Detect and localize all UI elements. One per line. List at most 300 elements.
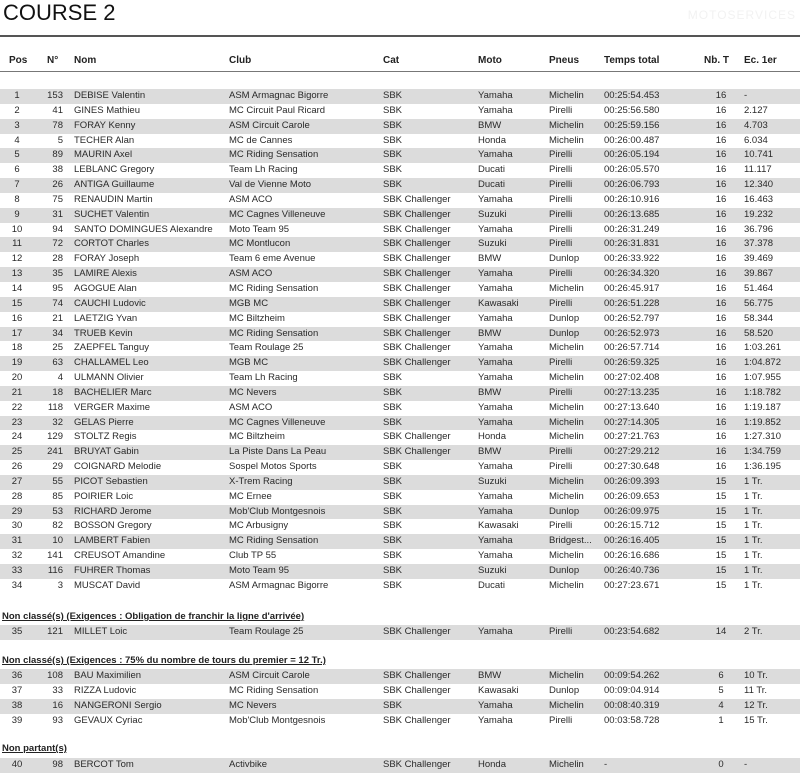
table-row [0, 534, 800, 549]
cell-nbt: 16 [715, 134, 727, 146]
cell-num: 121 [47, 626, 63, 637]
table-row [0, 104, 800, 119]
cell-num: 55 [52, 475, 63, 487]
cell-pneus: Michelin [549, 759, 584, 770]
classified-results-table [0, 89, 800, 594]
cell-nbt: 15 [715, 579, 727, 591]
cell-moto: BMW [478, 386, 502, 398]
cell-temps: 00:26:09.975 [604, 505, 660, 517]
cell-moto: Honda [478, 431, 506, 443]
section-title-insufficient-laps: Non classé(s) (Exigences : 75% du nombre de tours du premier = 12 Tr.) [2, 655, 326, 666]
cell-nom: LAMIRE Alexis [74, 268, 137, 280]
cell-pos: 29 [11, 505, 23, 517]
cell-temps: 00:26:57.714 [604, 342, 660, 354]
cell-club: MGB MC [229, 297, 269, 309]
cell-pneus: Michelin [549, 416, 584, 428]
cell-cat: SBK [383, 401, 403, 413]
cell-moto: Ducati [478, 579, 505, 591]
cell-pos: 37 [11, 684, 23, 696]
cell-cat: SBK Challenger [383, 327, 451, 339]
cell-club: MC Riding Sensation [229, 327, 319, 339]
cell-num: 118 [47, 401, 63, 413]
cell-club: Activbike [229, 759, 268, 770]
col-header-nom: Nom [74, 55, 97, 66]
cell-club: MC Cagnes Villeneuve [229, 416, 326, 428]
cell-moto: Suzuki [478, 238, 507, 250]
cell-pos: 12 [11, 253, 23, 265]
cell-temps: 00:27:13.640 [604, 401, 660, 413]
cell-moto: Yamaha [478, 416, 513, 428]
cell-moto: Suzuki [478, 565, 507, 576]
cell-pos: 24 [11, 431, 23, 443]
cell-club: MC Nevers [229, 699, 277, 711]
cell-pneus: Michelin [549, 579, 584, 591]
non-starters-table [0, 758, 800, 773]
cell-moto: Suzuki [478, 475, 507, 487]
cell-nom: AGOGUE Alan [74, 282, 137, 294]
cell-club: ASM Armagnac Bigorre [229, 579, 329, 591]
cell-nbt: 15 [715, 565, 727, 576]
table-row [0, 356, 800, 371]
cell-num: 116 [47, 565, 63, 576]
cell-moto: Ducati [478, 179, 505, 191]
table-row [0, 490, 800, 505]
cell-cat: SBK [383, 179, 403, 191]
table-row [0, 148, 800, 163]
cell-club: MC Nevers [229, 386, 277, 398]
cell-temps: 00:09:04.914 [604, 684, 660, 696]
cell-nom: PICOT Sebastien [74, 475, 148, 487]
cell-nbt: 16 [715, 446, 727, 458]
cell-ec: 36.796 [744, 223, 774, 235]
cell-pneus: Michelin [549, 431, 584, 443]
cell-ec: 1:27.310 [744, 431, 781, 443]
cell-nbt: 16 [715, 342, 727, 354]
cell-nom: CHALLAMEL Leo [74, 357, 149, 369]
cell-pos: 27 [11, 475, 23, 487]
cell-moto: Yamaha [478, 149, 513, 161]
cell-pos: 23 [11, 416, 23, 428]
cell-nom: FORAY Joseph [74, 253, 140, 265]
cell-moto: Yamaha [478, 342, 513, 354]
cell-num: 108 [47, 670, 63, 681]
cell-cat: SBK [383, 505, 403, 517]
cell-temps: 00:26:05.570 [604, 164, 660, 176]
cell-cat: SBK Challenger [383, 446, 451, 458]
cell-pneus: Michelin [549, 90, 584, 101]
cell-cat: SBK [383, 461, 403, 473]
cell-num: 10 [52, 535, 63, 547]
cell-nom: RIZZA Ludovic [74, 684, 137, 696]
col-header-club: Club [229, 55, 252, 66]
cell-nbt: 16 [715, 327, 727, 339]
cell-nbt: 16 [715, 312, 727, 324]
cell-temps: 00:27:13.235 [604, 386, 660, 398]
cell-nom: BRUYAT Gabin [74, 446, 139, 458]
cell-num: 31 [52, 208, 63, 220]
cell-club: Team Lh Racing [229, 372, 298, 384]
cell-cat: SBK Challenger [383, 357, 451, 369]
cell-cat: SBK Challenger [383, 268, 451, 280]
cell-pos: 34 [11, 579, 23, 591]
cell-temps: 00:26:16.686 [604, 550, 660, 562]
cell-temps: 00:26:31.249 [604, 223, 660, 235]
title-divider [0, 35, 800, 37]
cell-num: 94 [52, 223, 63, 235]
cell-nbt: 16 [715, 238, 727, 250]
cell-num: 25 [52, 342, 63, 354]
cell-ec: 4.703 [744, 119, 768, 131]
cell-cat: SBK Challenger [383, 684, 451, 696]
cell-cat: SBK Challenger [383, 431, 451, 443]
cell-nom: FORAY Kenny [74, 119, 136, 131]
cell-ec: 1 Tr. [744, 520, 763, 532]
table-row [0, 669, 800, 684]
cell-temps: 00:26:05.194 [604, 149, 660, 161]
col-header-temps: Temps total [604, 55, 660, 66]
cell-ec: 11 Tr. [744, 684, 768, 696]
cell-num: 85 [52, 490, 63, 502]
cell-temps: 00:26:45.917 [604, 282, 660, 294]
cell-num: 93 [52, 714, 63, 726]
table-row [0, 386, 800, 401]
cell-pos: 30 [11, 520, 23, 532]
cell-ec: - [744, 90, 748, 101]
cell-pos: 33 [11, 565, 23, 576]
col-header-ec: Ec. 1er [744, 55, 777, 66]
cell-ec: 10 Tr. [744, 670, 768, 681]
cell-cat: SBK [383, 372, 403, 384]
cell-club: Club TP 55 [229, 550, 277, 562]
cell-pos: 6 [14, 164, 20, 176]
cell-pos: 28 [11, 490, 23, 502]
cell-club: Moto Team 95 [229, 223, 290, 235]
cell-club: Val de Vienne Moto [229, 179, 312, 191]
cell-nom: RICHARD Jerome [74, 505, 152, 517]
cell-cat: SBK [383, 550, 403, 562]
cell-num: 32 [52, 416, 63, 428]
cell-club: MC de Cannes [229, 134, 293, 146]
cell-cat: SBK Challenger [383, 312, 451, 324]
cell-ec: 10.741 [744, 149, 774, 161]
cell-temps: 00:26:34.320 [604, 268, 660, 280]
cell-pos: 7 [14, 179, 20, 191]
cell-temps: 00:27:29.212 [604, 446, 660, 458]
cell-nom: MILLET Loic [74, 626, 128, 637]
cell-pneus: Michelin [549, 699, 584, 711]
cell-nbt: 16 [715, 297, 727, 309]
table-row [0, 237, 800, 252]
cell-nom: LEBLANC Gregory [74, 164, 155, 176]
cell-moto: BMW [478, 327, 502, 339]
cell-pneus: Michelin [549, 670, 584, 681]
cell-pos: 39 [11, 714, 23, 726]
table-row [0, 312, 800, 327]
cell-num: 28 [52, 253, 63, 265]
cell-pos: 31 [11, 535, 23, 547]
cell-ec: 1:03.261 [744, 342, 781, 354]
cell-pos: 2 [14, 104, 20, 116]
cell-nbt: 16 [715, 164, 727, 176]
cell-club: Sospel Motos Sports [229, 461, 317, 473]
cell-club: Moto Team 95 [229, 565, 290, 576]
cell-temps: 00:26:06.793 [604, 179, 660, 191]
cell-pos: 19 [11, 357, 23, 369]
cell-pos: 3 [14, 119, 20, 131]
table-row [0, 625, 800, 640]
cell-ec: 58.520 [744, 327, 774, 339]
cell-moto: Ducati [478, 164, 505, 176]
cell-ec: 1 Tr. [744, 565, 763, 576]
cell-temps: 00:26:59.325 [604, 357, 660, 369]
cell-num: 3 [57, 579, 63, 591]
cell-cat: SBK Challenger [383, 208, 451, 220]
cell-moto: Yamaha [478, 104, 513, 116]
table-row [0, 267, 800, 282]
cell-moto: Kawasaki [478, 684, 519, 696]
cell-temps: 00:26:10.916 [604, 193, 660, 205]
cell-nbt: 6 [718, 670, 724, 681]
cell-nom: BERCOT Tom [74, 759, 134, 770]
cell-ec: 2.127 [744, 104, 768, 116]
cell-moto: Yamaha [478, 357, 513, 369]
cell-club: MGB MC [229, 357, 269, 369]
cell-cat: SBK Challenger [383, 759, 451, 770]
cell-moto: Honda [478, 134, 506, 146]
cell-pneus: Dunlop [549, 684, 580, 696]
table-row [0, 460, 800, 475]
cell-nbt: 16 [715, 179, 727, 191]
cell-pneus: Dunlop [549, 327, 580, 339]
cell-nom: RENAUDIN Martin [74, 193, 153, 205]
cell-club: ASM ACO [229, 401, 273, 413]
cell-club: MC Cagnes Villeneuve [229, 208, 326, 220]
table-row [0, 699, 800, 714]
table-row [0, 119, 800, 134]
cell-temps: 00:08:40.319 [604, 699, 660, 711]
cell-club: MC Biltzheim [229, 312, 285, 324]
cell-moto: Yamaha [478, 490, 513, 502]
cell-nbt: 15 [715, 475, 727, 487]
cell-num: 72 [52, 238, 63, 250]
cell-nom: BACHELIER Marc [74, 386, 152, 398]
cell-nom: MAURIN Axel [74, 149, 133, 161]
table-row [0, 282, 800, 297]
cell-club: ASM Circuit Carole [229, 119, 310, 131]
cell-temps: 00:03:58.728 [604, 714, 660, 726]
cell-temps: 00:25:59.156 [604, 119, 660, 131]
cell-moto: Yamaha [478, 282, 513, 294]
cell-pneus: Dunlop [549, 253, 580, 265]
cell-ec: 39.469 [744, 253, 774, 265]
cell-num: 21 [52, 312, 63, 324]
cell-pneus: Pirelli [549, 446, 573, 458]
cell-moto: BMW [478, 119, 502, 131]
table-row [0, 684, 800, 699]
cell-num: 78 [52, 119, 63, 131]
cell-pneus: Michelin [549, 550, 584, 562]
cell-num: 4 [57, 372, 63, 384]
cell-cat: SBK [383, 520, 403, 532]
cell-nom: TECHER Alan [74, 134, 135, 146]
table-row [0, 134, 800, 149]
cell-cat: SBK [383, 475, 403, 487]
cell-nbt: 15 [715, 535, 727, 547]
table-row [0, 327, 800, 342]
cell-moto: Yamaha [478, 90, 513, 101]
cell-nbt: 15 [715, 490, 727, 502]
cell-pneus: Pirelli [549, 626, 573, 637]
cell-temps: 00:26:51.228 [604, 297, 660, 309]
cell-temps: 00:27:21.763 [604, 431, 660, 443]
cell-cat: SBK [383, 565, 403, 576]
table-row [0, 89, 800, 104]
table-row [0, 549, 800, 564]
cell-nom: SANTO DOMINGUES Alexandre [74, 223, 213, 235]
cell-num: 153 [47, 90, 63, 101]
cell-pos: 5 [14, 149, 20, 161]
cell-moto: Yamaha [478, 461, 513, 473]
cell-cat: SBK [383, 386, 403, 398]
cell-club: ASM ACO [229, 268, 273, 280]
cell-club: Team Roulage 25 [229, 626, 304, 637]
cell-cat: SBK [383, 134, 403, 146]
cell-nbt: 16 [715, 149, 727, 161]
col-header-moto: Moto [478, 55, 502, 66]
cell-pneus: Michelin [549, 282, 584, 294]
cell-cat: SBK [383, 164, 403, 176]
cell-pneus: Pirelli [549, 208, 573, 220]
table-row [0, 297, 800, 312]
cell-moto: BMW [478, 670, 502, 681]
cell-pneus: Pirelli [549, 238, 573, 250]
cell-num: 34 [52, 327, 63, 339]
cell-pneus: Pirelli [549, 357, 573, 369]
cell-club: MC Riding Sensation [229, 535, 319, 547]
table-header [0, 55, 800, 69]
cell-ec: 12.340 [744, 179, 774, 191]
cell-club: MC Ernee [229, 490, 272, 502]
cell-pneus: Pirelli [549, 268, 573, 280]
cell-nbt: 16 [715, 253, 727, 265]
cell-temps: 00:26:31.831 [604, 238, 660, 250]
cell-num: 53 [52, 505, 63, 517]
cell-nbt: 15 [715, 550, 727, 562]
cell-pos: 18 [11, 342, 23, 354]
cell-nbt: 16 [715, 193, 727, 205]
cell-ec: 19.232 [744, 208, 774, 220]
cell-ec: 1:19.852 [744, 416, 781, 428]
cell-nom: ANTIGA Guillaume [74, 179, 155, 191]
cell-club: MC Riding Sensation [229, 282, 319, 294]
cell-pneus: Pirelli [549, 193, 573, 205]
cell-ec: 15 Tr. [744, 714, 768, 726]
cell-pos: 26 [11, 461, 23, 473]
cell-cat: SBK [383, 490, 403, 502]
cell-cat: SBK Challenger [383, 670, 451, 681]
cell-cat: SBK Challenger [383, 193, 451, 205]
cell-temps: 00:27:30.648 [604, 461, 660, 473]
col-header-pneus: Pneus [549, 55, 580, 66]
cell-moto: Kawasaki [478, 297, 519, 309]
table-row [0, 564, 800, 579]
cell-pneus: Michelin [549, 342, 584, 354]
cell-pos: 9 [14, 208, 20, 220]
cell-cat: SBK Challenger [383, 282, 451, 294]
cell-ec: 12 Tr. [744, 699, 768, 711]
cell-num: 33 [52, 684, 63, 696]
cell-temps: 00:27:23.671 [604, 579, 660, 591]
cell-num: 26 [52, 179, 63, 191]
cell-ec: 1:18.782 [744, 386, 781, 398]
cell-pneus: Michelin [549, 475, 584, 487]
cell-nom: POIRIER Loic [74, 490, 134, 502]
cell-temps: 00:27:02.408 [604, 372, 660, 384]
col-header-pos: Pos [9, 55, 28, 66]
cell-temps: 00:27:14.305 [604, 416, 660, 428]
cell-ec: 39.867 [744, 268, 774, 280]
cell-ec: 6.034 [744, 134, 768, 146]
cell-temps: 00:26:16.405 [604, 535, 660, 547]
cell-temps: 00:26:52.973 [604, 327, 660, 339]
cell-cat: SBK Challenger [383, 297, 451, 309]
cell-pos: 40 [11, 759, 23, 770]
table-row [0, 519, 800, 534]
cell-club: MC Riding Sensation [229, 684, 319, 696]
cell-pos: 25 [11, 446, 23, 458]
cell-nbt: 15 [715, 520, 727, 532]
cell-ec: 1:19.187 [744, 401, 781, 413]
section-title-not-finished: Non classé(s) (Exigences : Obligation de franchir la ligne d'arrivée) [2, 611, 305, 622]
cell-pos: 14 [11, 282, 23, 294]
cell-nbt: 1 [718, 714, 724, 726]
table-row [0, 371, 800, 386]
cell-nom: VERGER Maxime [74, 401, 151, 413]
cell-num: 95 [52, 282, 63, 294]
cell-nbt: 16 [715, 372, 727, 384]
cell-club: MC Arbusigny [229, 520, 289, 532]
cell-num: 16 [52, 699, 63, 711]
cell-nbt: 16 [715, 282, 727, 294]
cell-pneus: Bridgest... [549, 535, 592, 547]
table-row [0, 252, 800, 267]
cell-club: ASM Armagnac Bigorre [229, 90, 329, 101]
not-finished-table [0, 625, 800, 640]
cell-nbt: 16 [715, 119, 727, 131]
watermark-logo: MOTOSERVICES [687, 8, 796, 22]
cell-moto: Yamaha [478, 550, 513, 562]
cell-pneus: Pirelli [549, 520, 573, 532]
cell-pneus: Pirelli [549, 461, 573, 473]
cell-moto: Honda [478, 759, 506, 770]
cell-moto: Kawasaki [478, 520, 519, 532]
cell-pos: 16 [11, 312, 23, 324]
cell-nom: ULMANN Olivier [74, 372, 144, 384]
cell-pneus: Pirelli [549, 386, 573, 398]
cell-temps: 00:26:40.736 [604, 565, 660, 576]
cell-nbt: 16 [715, 90, 727, 101]
cell-pos: 15 [11, 297, 23, 309]
cell-nom: GINES Mathieu [74, 104, 140, 116]
cell-pneus: Dunlop [549, 312, 580, 324]
cell-num: 241 [47, 446, 63, 458]
cell-club: La Piste Dans La Peau [229, 446, 327, 458]
cell-num: 89 [52, 149, 63, 161]
cell-cat: SBK [383, 104, 403, 116]
cell-num: 29 [52, 461, 63, 473]
cell-ec: 51.464 [744, 282, 774, 294]
cell-cat: SBK Challenger [383, 714, 451, 726]
